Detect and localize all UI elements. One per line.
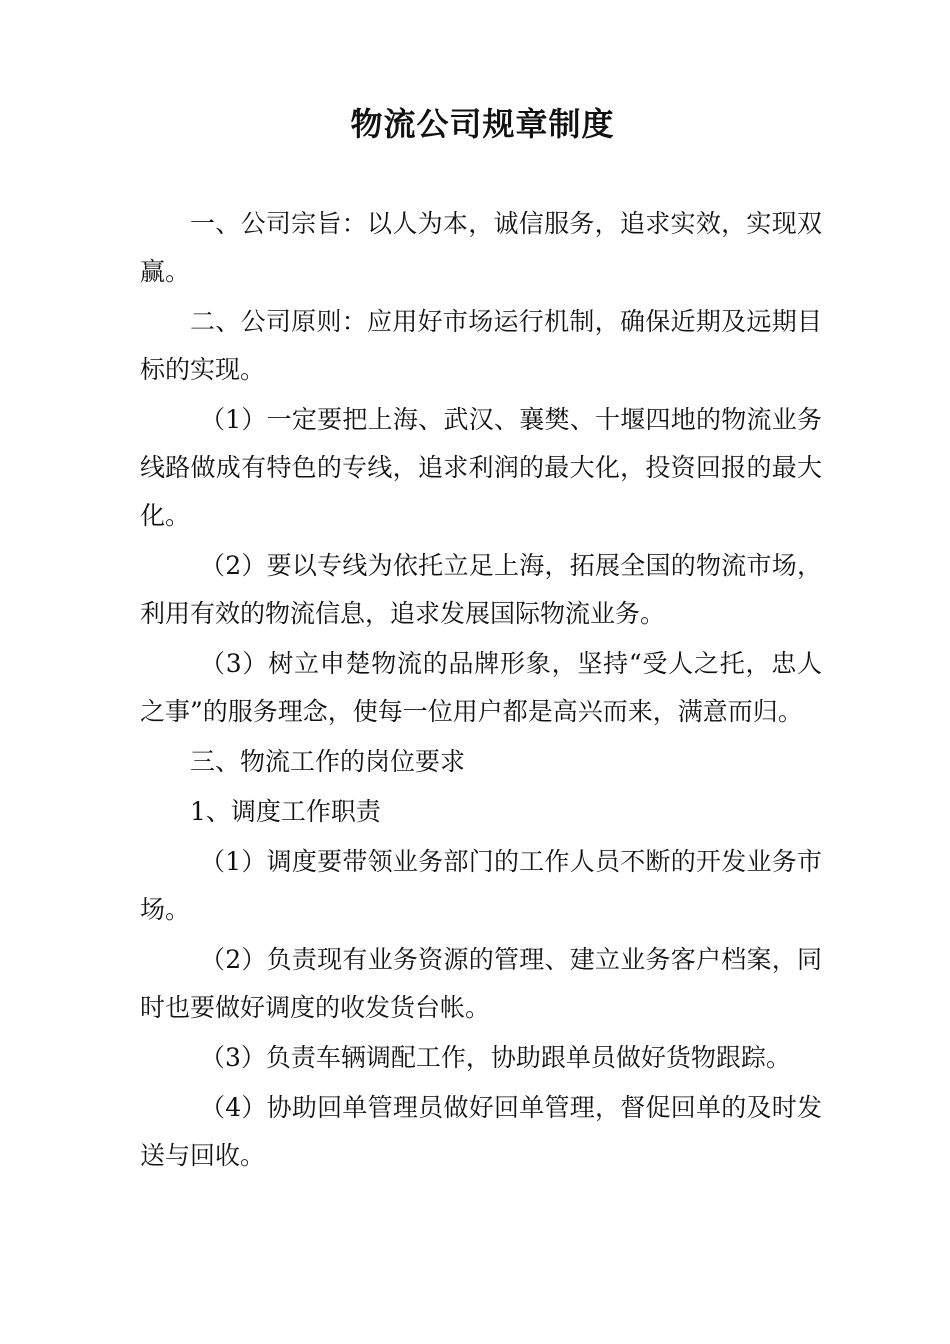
paragraph-company-principle: 二、公司原则：应用好市场运行机制，确保近期及远期目标的实现。 — [140, 307, 822, 384]
paragraph-principle-item-2: （2）要以专线为依托立足上海，拓展全国的物流市场，利用有效的物流信息，追求发展国际物流业务。 — [140, 551, 822, 628]
paragraph-principle-item-1: （1）一定要把上海、武汉、襄樊、十堰四地的物流业务线路做成有特色的专线，追求利润的最大化，投资回报的最大化。 — [140, 405, 822, 530]
paragraph-dispatch-item-1: （1）调度要带领业务部门的工作人员不断的开发业务市场。 — [140, 847, 822, 924]
paragraph-section-three-heading: 三、物流工作的岗位要求 — [190, 747, 466, 776]
document-title: 物流公司规章制度 — [350, 105, 615, 143]
paragraph-company-purpose: 一、公司宗旨：以人为本，诚信服务，追求实效，实现双赢。 — [140, 209, 822, 286]
paragraph-dispatch-item-3: （3）负责车辆调配工作，协助跟单员做好货物跟踪。 — [200, 1043, 791, 1072]
paragraph-dispatch-item-4: （4）协助回单管理员做好回单管理，督促回单的及时发送与回收。 — [140, 1093, 822, 1170]
document-body — [140, 200, 822, 1180]
paragraph-dispatch-item-2: （2）负责现有业务资源的管理、建立业务客户档案，同时也要做好调度的收发货台帐。 — [140, 945, 822, 1022]
paragraph-dispatch-duties-heading: 1、调度工作职责 — [190, 797, 381, 826]
paragraph-principle-item-3: （3）树立申楚物流的品牌形象，坚持“受人之托，忠人之事”的服务理念，使每一位用户都是高兴而来，满意而归。 — [140, 649, 822, 726]
